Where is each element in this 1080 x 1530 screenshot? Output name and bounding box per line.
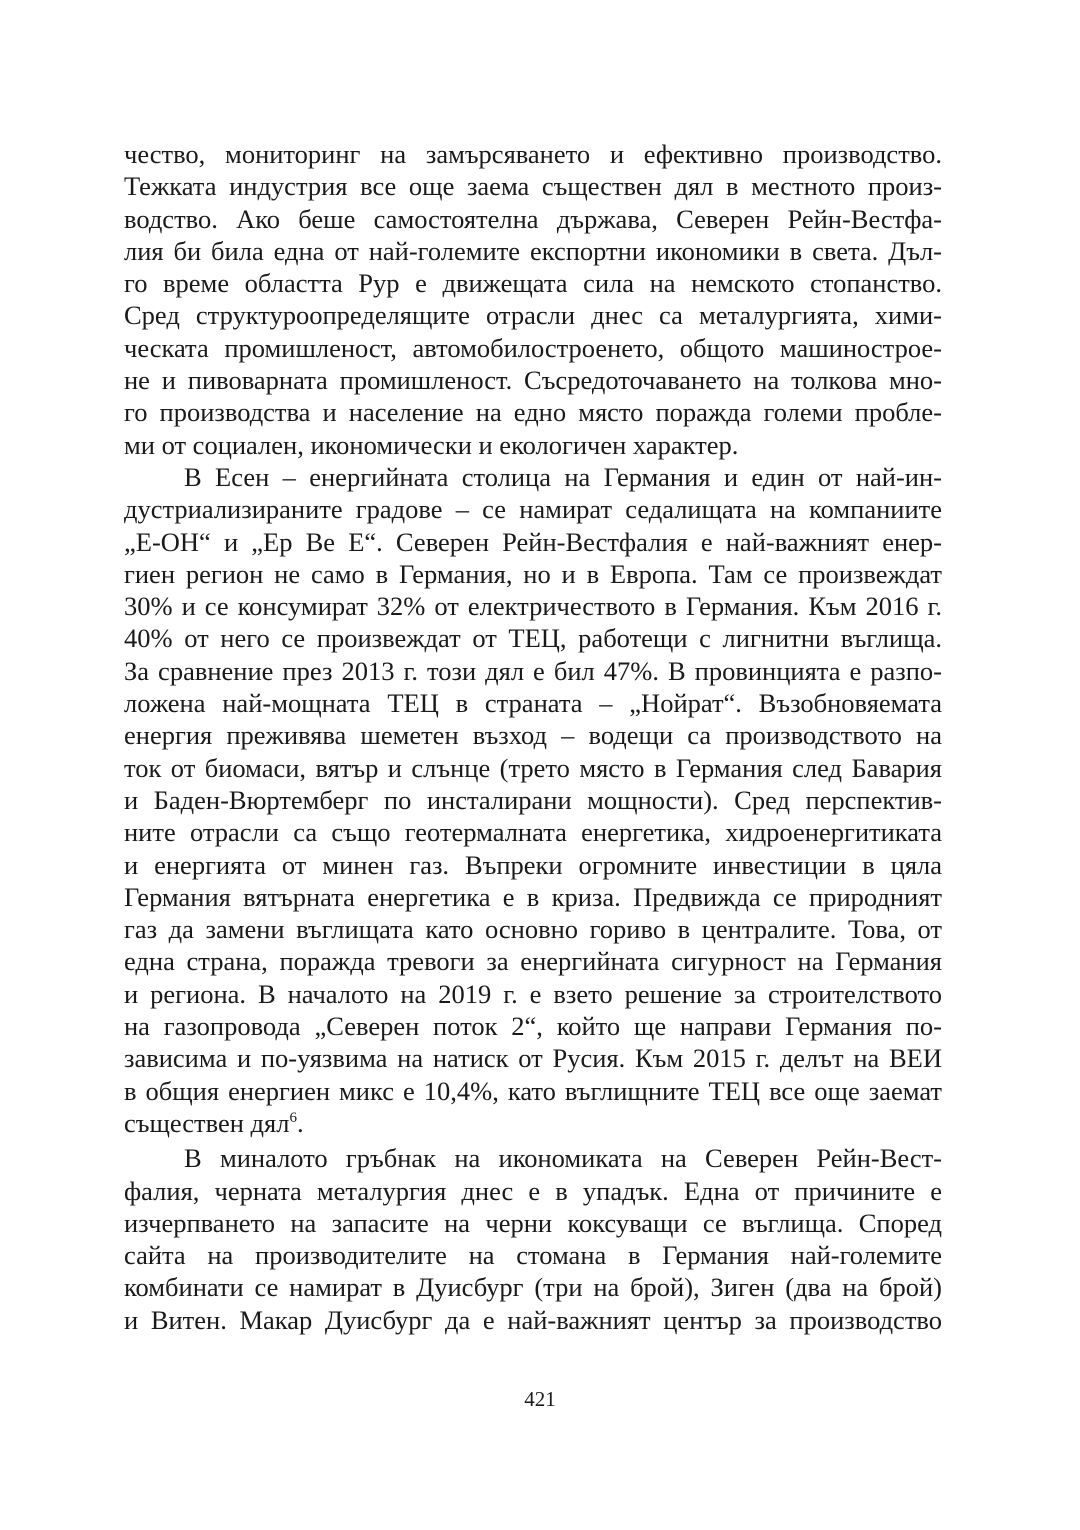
page-body xyxy=(124,138,942,1336)
text-line: и Витен. Макар Дуисбург да е най-важният център за производство xyxy=(124,1304,942,1335)
text-line: една страна, поражда тревоги за енергийната сигурност на Германия xyxy=(124,946,942,977)
paragraph-2 xyxy=(124,461,942,1139)
paragraph-1 xyxy=(124,138,942,461)
text-line: го време областта Рур е движещата сила на немското стопанство. xyxy=(124,268,942,299)
text-line: За сравнение през 2013 г. този дял е бил 47%. В провинцията е разпо- xyxy=(124,655,942,686)
text-line: го производства и население на едно място поражда големи пробле- xyxy=(124,397,942,428)
text-line: В Есен – енергийната столица на Германия и един от най-ин- xyxy=(184,461,942,492)
text-line: фалия, черната металургия днес е в упадък. Една от причините е xyxy=(124,1175,942,1206)
text-line: енергия преживява шеметен възход – водещи са производството на xyxy=(124,720,942,751)
footnote-reference[interactable]: 6 xyxy=(289,1109,297,1126)
text-line: газ да замени въглищата като основно гориво в централите. Това, от xyxy=(124,914,942,945)
text-line: водство. Ако беше самостоятелна държава, Северен Рейн-Вестфа- xyxy=(124,203,942,234)
text-fragment: съществен дял xyxy=(124,1107,290,1138)
text-line: ческата промишленост, автомобилостроенето, общото машинострое- xyxy=(124,332,942,363)
text-line: зависима и по-уязвима на натиск от Русия. Към 2015 г. делът на ВЕИ xyxy=(124,1043,942,1074)
text-line: дустриализираните градове – се намират седалищата на компаниите xyxy=(124,494,942,525)
text-line: сайта на производителите на стомана в Германия най-големите xyxy=(124,1240,942,1271)
text-line: В миналото гръбнак на икономиката на Северен Рейн-Вест- xyxy=(184,1143,942,1174)
text-line: лия би била една от най-големите експортни икономики в света. Дъл- xyxy=(124,235,942,266)
text-line: Тежката индустрия все още заема съществен дял в местното произ- xyxy=(124,171,942,202)
sentence-end: . xyxy=(296,1107,304,1138)
text-line: 30% и се консумират 32% от електричеството в Германия. Към 2016 г. xyxy=(124,591,942,622)
text-line: Германия вятърната енергетика е в криза. Предвижда се природният xyxy=(124,881,942,912)
text-line: гиен регион не само в Германия, но и в Европа. Там се произвеждат xyxy=(124,558,942,589)
text-line: не и пивоварната промишленост. Съсредоточаването на толкова мно- xyxy=(124,365,942,396)
text-line: и Баден-Вюртемберг по инсталирани мощности). Сред перспектив- xyxy=(124,784,942,815)
text-line: ми от социален, икономически и екологичен характер. xyxy=(124,429,739,460)
text-line: чество, мониторинг на замърсяването и ефективно производство. xyxy=(124,139,942,169)
text-line: ток от биомаси, вятър и слънце (трето място в Германия след Бавария xyxy=(124,752,942,783)
paragraph-3 xyxy=(124,1142,942,1336)
text-line: 40% от него се произвеждат от ТЕЦ, работещи с лигнитни въглища. xyxy=(124,623,942,654)
text-line-last xyxy=(124,1107,942,1139)
text-line: изчерпването на запасите на черни коксуващи се въглища. Според xyxy=(124,1207,942,1238)
text-line: Сред структуроопределящите отрасли днес са металургията, хими- xyxy=(124,300,942,331)
text-line: на газопровода „Северен поток 2“, който ще направи Германия по- xyxy=(124,1011,942,1042)
text-line: „Е-ОН“ и „Ер Ве Е“. Северен Рейн-Вестфалия е най-важният енер- xyxy=(124,526,942,557)
text-line: в общия енергиен микс е 10,4%, като въглищните ТЕЦ все още заемат xyxy=(124,1075,942,1106)
page-number: 421 xyxy=(524,1387,556,1411)
text-line: комбинати се намират в Дуисбург (три на брой), Зиген (два на брой) xyxy=(124,1272,942,1303)
text-line: ложена най-мощната ТЕЦ в страната – „Нойрат“. Възобновяемата xyxy=(124,688,942,719)
text-line: и енергията от минен газ. Въпреки огромните инвестиции в цяла xyxy=(124,849,942,880)
text-line: ните отрасли са също геотермалната енергетика, хидроенергитиката xyxy=(124,817,942,848)
text-line: и региона. В началото на 2019 г. е взето решение за строителството xyxy=(124,978,942,1009)
